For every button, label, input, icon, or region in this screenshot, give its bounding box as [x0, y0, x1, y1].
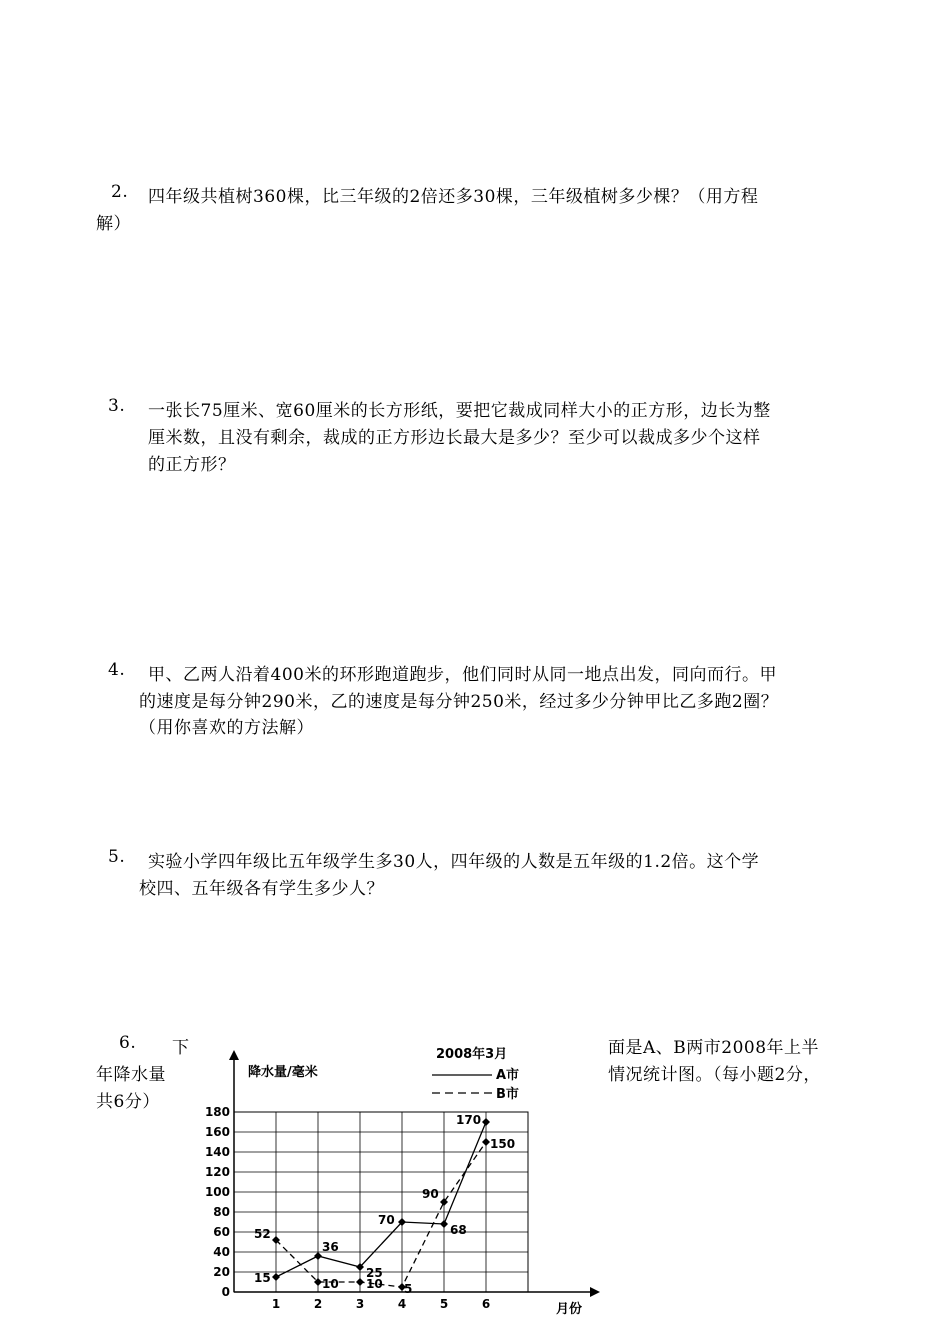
question-text-line: 厘米数，且没有剩余，裁成的正方形边长最大是多少？至少可以裁成多少个这样 — [148, 428, 761, 448]
y-axis-arrow — [229, 1050, 239, 1060]
legend-label-a: A市 — [496, 1068, 520, 1083]
series-line-a — [276, 1122, 486, 1277]
question-text-line: 解） — [96, 214, 131, 234]
data-label-a: 25 — [366, 1266, 383, 1280]
question-text-line: 面是A、B两市2008年上半 — [608, 1038, 820, 1058]
data-point-a — [272, 1273, 280, 1281]
data-label-a: 70 — [378, 1213, 395, 1227]
y-tick-label: 60 — [213, 1225, 230, 1239]
plot-grid-frame — [234, 1112, 528, 1292]
data-point-a — [440, 1220, 448, 1228]
x-tick-label: 1 — [271, 1297, 281, 1311]
data-label-a: 68 — [450, 1223, 467, 1237]
question-text-line: 实验小学四年级比五年级学生多30人，四年级的人数是五年级的1.2倍。这个学 — [148, 852, 760, 872]
question-number: 6. — [119, 1033, 137, 1053]
data-label-b: 10 — [322, 1277, 339, 1291]
y-tick-label: 140 — [204, 1145, 230, 1159]
x-tick-label: 5 — [439, 1297, 449, 1311]
data-point-a — [314, 1252, 322, 1260]
x-tick-label: 2 — [313, 1297, 323, 1311]
data-label-b: 52 — [254, 1227, 271, 1241]
y-tick-label: 20 — [213, 1265, 230, 1279]
data-point-b — [440, 1198, 448, 1206]
question-text-line: 的正方形？ — [148, 455, 236, 475]
y-tick-label: 160 — [204, 1125, 230, 1139]
data-point-a — [482, 1118, 490, 1126]
question-number: 2. — [111, 182, 129, 202]
y-tick-label: 180 — [204, 1105, 230, 1119]
chart-ylabel: 降水量/毫米 — [248, 1065, 318, 1080]
y-tick-label: 120 — [204, 1165, 230, 1179]
y-tick-label: 40 — [213, 1245, 230, 1259]
question-text-line: 下 — [172, 1038, 190, 1058]
data-label-b: 5 — [404, 1282, 413, 1296]
question-text-line: 情况统计图。（每小题2分， — [608, 1065, 821, 1085]
data-point-b — [356, 1278, 364, 1286]
data-label-a: 15 — [254, 1271, 271, 1285]
question-text-line: 年降水量 — [96, 1065, 166, 1085]
chart-xlabel: 月份 — [556, 1302, 583, 1317]
x-tick-label: 3 — [355, 1297, 365, 1311]
y-tick-label: 100 — [204, 1185, 230, 1199]
data-label-a: 170 — [456, 1113, 482, 1127]
data-point-b — [482, 1138, 490, 1146]
data-label-b: 10 — [366, 1277, 383, 1291]
question-text-line: 的速度是每分钟290米，乙的速度是每分钟250米，经过多少分钟甲比乙多跑2圈？ — [139, 692, 779, 712]
x-tick-label: 4 — [397, 1297, 407, 1311]
legend-label-b: B市 — [496, 1087, 519, 1102]
question-number: 5. — [108, 847, 126, 867]
chart-title: 2008年3月 — [436, 1047, 508, 1062]
question-text-line: 甲、乙两人沿着400米的环形跑道跑步，他们同时从同一地点出发，同向而行。甲 — [148, 665, 777, 685]
question-text-line: （用你喜欢的方法解） — [139, 718, 314, 738]
question-text-line: 一张长75厘米、宽60厘米的长方形纸，要把它裁成同样大小的正方形，边长为整 — [148, 401, 771, 421]
question-text-line: 四年级共植树360棵，比三年级的2倍还多30棵，三年级植树多少棵？（用方程 — [148, 187, 759, 207]
data-label-a: 36 — [322, 1240, 339, 1254]
question-text-line: 校四、五年级各有学生多少人？ — [139, 879, 384, 899]
x-tick-label: 6 — [481, 1297, 491, 1311]
question-text-line: 共6分） — [96, 1092, 160, 1112]
x-axis-arrow — [590, 1287, 600, 1297]
precipitation-line-chart — [190, 1032, 610, 1317]
data-label-b: 150 — [490, 1137, 516, 1151]
question-number: 4. — [108, 660, 126, 680]
data-label-b: 90 — [422, 1187, 439, 1201]
question-number: 3. — [108, 396, 126, 416]
y-tick-label: 80 — [213, 1205, 230, 1219]
y-tick-label: 0 — [221, 1285, 230, 1299]
